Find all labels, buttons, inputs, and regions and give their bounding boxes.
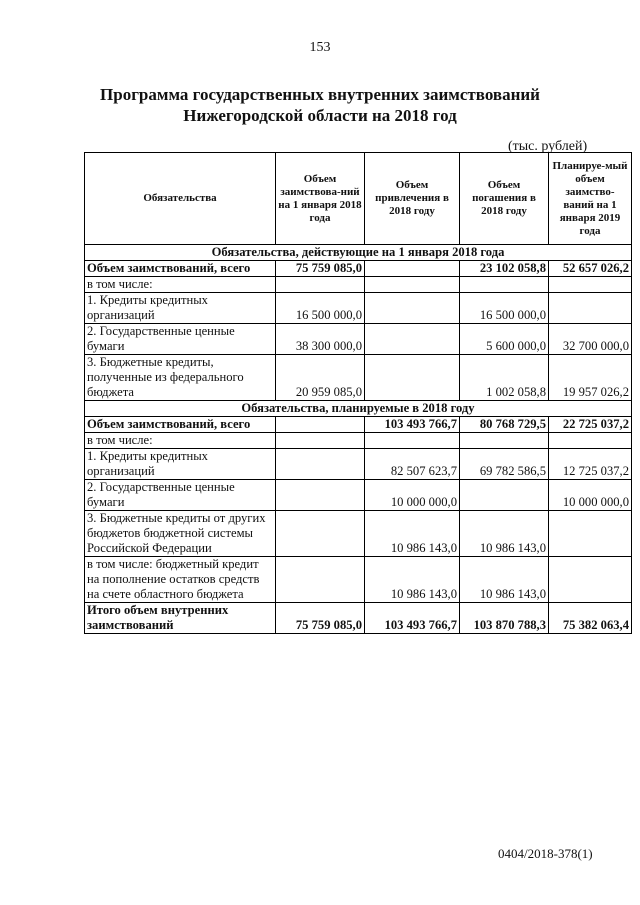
cell-volume-jan1-2018	[276, 449, 365, 480]
cell-planned-jan1-2019	[549, 433, 632, 449]
table-row	[85, 480, 632, 511]
table-body	[85, 245, 632, 634]
row-label: Итого объем внутренних заимствований	[85, 603, 276, 634]
section-header-planned	[85, 401, 632, 417]
cell-planned-jan1-2019	[549, 277, 632, 293]
cell-planned-jan1-2019	[549, 557, 632, 603]
table-row	[85, 603, 632, 634]
cell-planned-jan1-2019: 32 700 000,0	[549, 324, 632, 355]
cell-repayment-2018	[460, 277, 549, 293]
table-row	[85, 355, 632, 401]
cell-planned-jan1-2019: 12 725 037,2	[549, 449, 632, 480]
row-label: 1. Кредиты кредитных организаций	[85, 449, 276, 480]
cell-volume-jan1-2018: 75 759 085,0	[276, 603, 365, 634]
document-reference: 0404/2018-378(1)	[498, 846, 593, 861]
table-row	[85, 417, 632, 433]
cell-attraction-2018: 103 493 766,7	[365, 417, 460, 433]
header-volume-jan1-2018: Объем заимствова-ний на 1 января 2018 года	[276, 153, 365, 245]
header-repayment-2018: Объем погашения в 2018 году	[460, 153, 549, 245]
row-label: Объем заимствований, всего	[85, 261, 276, 277]
cell-volume-jan1-2018	[276, 433, 365, 449]
cell-repayment-2018: 10 986 143,0	[460, 511, 549, 557]
cell-repayment-2018: 10 986 143,0	[460, 557, 549, 603]
row-label: 2. Государственные ценные бумаги	[85, 480, 276, 511]
table-row	[85, 511, 632, 557]
table-row	[85, 557, 632, 603]
cell-attraction-2018: 10 986 143,0	[365, 511, 460, 557]
title-line-1: Программа государственных внутренних заимствований	[100, 85, 540, 104]
cell-volume-jan1-2018	[276, 417, 365, 433]
cell-planned-jan1-2019: 52 657 026,2	[549, 261, 632, 277]
table-row	[85, 261, 632, 277]
cell-repayment-2018: 5 600 000,0	[460, 324, 549, 355]
cell-repayment-2018: 103 870 788,3	[460, 603, 549, 634]
cell-planned-jan1-2019: 22 725 037,2	[549, 417, 632, 433]
cell-volume-jan1-2018	[276, 511, 365, 557]
cell-volume-jan1-2018: 38 300 000,0	[276, 324, 365, 355]
cell-repayment-2018	[460, 480, 549, 511]
cell-planned-jan1-2019: 75 382 063,4	[549, 603, 632, 634]
header-planned-jan1-2019: Планируе-мый объем заимство-ваний на 1 января 2019 года	[549, 153, 632, 245]
cell-volume-jan1-2018	[276, 480, 365, 511]
cell-planned-jan1-2019	[549, 293, 632, 324]
header-attraction-2018: Объем привлечения в 2018 году	[365, 153, 460, 245]
cell-planned-jan1-2019: 10 000 000,0	[549, 480, 632, 511]
table-row	[85, 433, 632, 449]
cell-planned-jan1-2019: 19 957 026,2	[549, 355, 632, 401]
section-header-existing	[85, 245, 632, 261]
row-label: 2. Государственные ценные бумаги	[85, 324, 276, 355]
cell-attraction-2018: 10 000 000,0	[365, 480, 460, 511]
cell-volume-jan1-2018	[276, 277, 365, 293]
cell-volume-jan1-2018: 75 759 085,0	[276, 261, 365, 277]
cell-attraction-2018	[365, 277, 460, 293]
cell-attraction-2018	[365, 355, 460, 401]
document-title	[0, 84, 640, 126]
row-label: в том числе: бюджетный кредит на пополнение остатков средств на счете областного бюджета	[85, 557, 276, 603]
row-label: в том числе:	[85, 433, 276, 449]
cell-attraction-2018	[365, 324, 460, 355]
cell-volume-jan1-2018: 20 959 085,0	[276, 355, 365, 401]
table-row	[85, 324, 632, 355]
table-row	[85, 449, 632, 480]
cell-attraction-2018: 103 493 766,7	[365, 603, 460, 634]
table-row	[85, 277, 632, 293]
header-obligations: Обязательства	[85, 153, 276, 245]
page-number: 153	[309, 40, 331, 55]
title-line-2: Нижегородской области на 2018 год	[183, 106, 457, 125]
row-label: Объем заимствований, всего	[85, 417, 276, 433]
unit-label: (тыс. рублей)	[508, 139, 588, 154]
cell-attraction-2018	[365, 261, 460, 277]
cell-volume-jan1-2018	[276, 557, 365, 603]
cell-repayment-2018	[460, 433, 549, 449]
table-row	[85, 293, 632, 324]
cell-attraction-2018	[365, 293, 460, 324]
cell-volume-jan1-2018: 16 500 000,0	[276, 293, 365, 324]
cell-repayment-2018: 23 102 058,8	[460, 261, 549, 277]
cell-repayment-2018: 80 768 729,5	[460, 417, 549, 433]
cell-attraction-2018: 82 507 623,7	[365, 449, 460, 480]
row-label: в том числе:	[85, 277, 276, 293]
row-label: 3. Бюджетные кредиты, полученные из федерального бюджета	[85, 355, 276, 401]
borrowing-table	[84, 152, 632, 634]
cell-repayment-2018: 1 002 058,8	[460, 355, 549, 401]
cell-attraction-2018	[365, 433, 460, 449]
section-title: Обязательства, действующие на 1 января 2018 года	[85, 245, 632, 261]
cell-attraction-2018: 10 986 143,0	[365, 557, 460, 603]
cell-repayment-2018: 69 782 586,5	[460, 449, 549, 480]
cell-repayment-2018: 16 500 000,0	[460, 293, 549, 324]
row-label: 1. Кредиты кредитных организаций	[85, 293, 276, 324]
row-label: 3. Бюджетные кредиты от других бюджетов бюджетной системы Российской Федерации	[85, 511, 276, 557]
cell-planned-jan1-2019	[549, 511, 632, 557]
section-title: Обязательства, планируемые в 2018 году	[85, 401, 632, 417]
